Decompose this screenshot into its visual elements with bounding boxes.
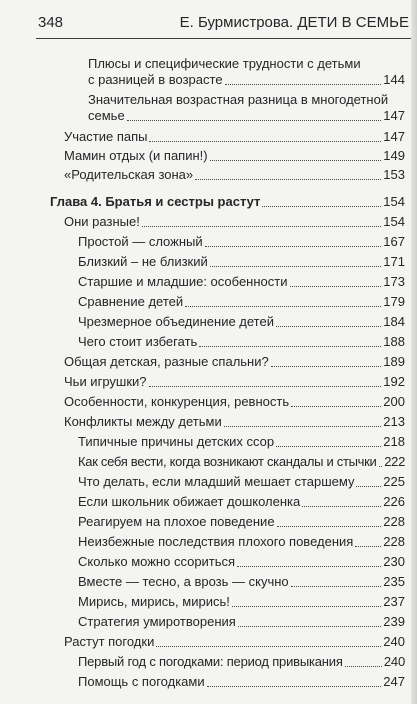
toc-entry-page: 149 bbox=[383, 148, 405, 163]
dot-leader bbox=[149, 385, 382, 387]
toc-entry bbox=[64, 129, 405, 145]
toc-entry-page: 144 bbox=[383, 72, 405, 87]
toc-entry-page: 153 bbox=[383, 167, 405, 182]
toc-entry bbox=[88, 108, 405, 124]
toc-entry-title: Помощь с погодками bbox=[78, 674, 205, 689]
toc-entry-title: Чего стоит избегать bbox=[78, 334, 198, 349]
dot-leader bbox=[262, 205, 381, 207]
dot-leader bbox=[210, 265, 382, 267]
toc-entry-title: Мамин отдых (и папин!) bbox=[64, 148, 208, 163]
toc-entry-page: 171 bbox=[383, 254, 405, 269]
toc-entry-title: Простой — сложный bbox=[78, 234, 203, 249]
dot-leader bbox=[225, 83, 382, 85]
toc-entry-page: 237 bbox=[383, 594, 405, 609]
dot-leader bbox=[356, 485, 381, 487]
toc-entry-page: 173 bbox=[383, 274, 405, 289]
toc-entry-title: Чрезмерное объединение детей bbox=[78, 314, 274, 329]
toc-entry-page: 184 bbox=[383, 314, 405, 329]
toc-entry-title: Типичные причины детских ссор bbox=[78, 434, 275, 449]
toc-entry-title: Вместе — тесно, а врозь — скучно bbox=[78, 574, 289, 589]
toc-entry-title: Реагируем на плохое поведение bbox=[78, 514, 275, 529]
dot-leader bbox=[195, 178, 381, 180]
page-number: 348 bbox=[38, 14, 64, 31]
dot-leader bbox=[142, 225, 381, 227]
toc-entry-title: Конфликты между детьми bbox=[64, 414, 222, 429]
toc-entry-title: Как себя вести, когда возникают скандалы и стычки bbox=[78, 454, 377, 469]
toc-entry bbox=[78, 594, 405, 610]
toc-entry bbox=[78, 534, 405, 550]
toc-entry bbox=[64, 394, 405, 410]
toc-entry-line: Плюсы и специфические трудности с детьми bbox=[88, 56, 361, 71]
toc-entry bbox=[64, 374, 405, 390]
toc-entry-page: 228 bbox=[383, 514, 405, 529]
toc-entry bbox=[78, 554, 405, 570]
toc-entry-title: Глава 4. Братья и сестры растут bbox=[50, 194, 261, 209]
toc-entry-page: 225 bbox=[383, 474, 405, 489]
toc-entry bbox=[64, 167, 405, 183]
toc-entry-page: 230 bbox=[383, 554, 405, 569]
toc-entry-page: 200 bbox=[383, 394, 405, 409]
toc-entry bbox=[78, 254, 405, 270]
header-divider bbox=[36, 38, 417, 39]
toc-entry-title: Если школьник обижает дошколенка bbox=[78, 494, 301, 509]
toc-entry bbox=[64, 634, 405, 650]
toc-entry bbox=[78, 574, 405, 590]
toc-entry-page: 213 bbox=[383, 414, 405, 429]
toc-entry bbox=[78, 434, 405, 450]
toc-entry-page: 189 bbox=[383, 354, 405, 369]
toc-entry bbox=[64, 354, 405, 370]
toc-entry-title: Сравнение детей bbox=[78, 294, 184, 309]
toc-entry bbox=[64, 148, 405, 164]
toc-entry bbox=[78, 294, 405, 310]
toc-entry-page: 147 bbox=[383, 129, 405, 144]
toc-entry-page: 154 bbox=[383, 194, 405, 209]
toc-entry-title: Они разные! bbox=[64, 214, 140, 229]
toc-entry-page: 218 bbox=[383, 434, 405, 449]
toc-entry-title: семье bbox=[88, 108, 125, 123]
dot-leader bbox=[237, 565, 381, 567]
toc-entry bbox=[78, 514, 405, 530]
toc-entry-title: Неизбежные последствия плохого поведения bbox=[78, 534, 354, 549]
dot-leader bbox=[185, 305, 381, 307]
toc-entry-page: 235 bbox=[383, 574, 405, 589]
toc-entry-title: Сколько можно ссориться bbox=[78, 554, 236, 569]
dot-leader bbox=[291, 405, 381, 407]
toc-entry-title: Чьи игрушки? bbox=[64, 374, 147, 389]
toc-entry bbox=[78, 614, 405, 630]
dot-leader bbox=[199, 345, 381, 347]
dot-leader bbox=[379, 465, 383, 467]
toc-entry-page: 239 bbox=[383, 614, 405, 629]
toc-entry bbox=[64, 214, 405, 230]
dot-leader bbox=[127, 119, 382, 121]
dot-leader bbox=[302, 505, 381, 507]
page-edge-shadow bbox=[411, 0, 417, 704]
dot-leader bbox=[290, 285, 382, 287]
toc-entry-page: 240 bbox=[383, 634, 405, 649]
toc-entry bbox=[78, 334, 405, 350]
toc-entry bbox=[78, 454, 405, 470]
dot-leader bbox=[224, 425, 382, 427]
toc-entry-title: Мирись, мирись, мирись! bbox=[78, 594, 230, 609]
toc-entry bbox=[78, 474, 405, 490]
toc-entry-page: 154 bbox=[383, 214, 405, 229]
toc-entry bbox=[78, 274, 405, 290]
toc-chapter-heading bbox=[50, 194, 405, 210]
toc-entry-page: 240 bbox=[383, 654, 405, 669]
dot-leader bbox=[156, 645, 381, 647]
toc-entry-page: 247 bbox=[383, 674, 405, 689]
toc-entry bbox=[78, 674, 405, 690]
toc-entry bbox=[78, 314, 405, 330]
toc-entry bbox=[78, 234, 405, 250]
toc-entry-title: Старшие и младшие: особенности bbox=[78, 274, 288, 289]
toc-entry-title: Особенности, конкуренция, ревность bbox=[64, 394, 290, 409]
toc-entry-title: Первый год с погодками: период привыкания bbox=[78, 654, 343, 669]
dot-leader bbox=[232, 605, 381, 607]
toc-entry-page: 222 bbox=[384, 454, 405, 469]
toc-entry-page: 226 bbox=[383, 494, 405, 509]
dot-leader bbox=[345, 665, 382, 667]
toc-entry bbox=[64, 414, 405, 430]
dot-leader bbox=[291, 585, 382, 587]
toc-entry-page: 228 bbox=[383, 534, 405, 549]
toc-entry-page: 188 bbox=[383, 334, 405, 349]
toc-entry-title: Участие папы bbox=[64, 129, 148, 144]
running-title: Е. Бурмистрова. ДЕТИ В СЕМЬЕ bbox=[179, 14, 409, 31]
toc-entry-title: Что делать, если младший мешает старшему bbox=[78, 474, 355, 489]
dot-leader bbox=[149, 140, 381, 142]
toc-entry-title: Общая детская, разные спальни? bbox=[64, 354, 269, 369]
toc-entry-title: Стратегия умиротворения bbox=[78, 614, 236, 629]
dot-leader bbox=[238, 625, 381, 627]
toc-entry-page: 179 bbox=[383, 294, 405, 309]
running-header bbox=[38, 14, 409, 36]
dot-leader bbox=[207, 685, 382, 687]
toc-entry-page: 167 bbox=[383, 234, 405, 249]
dot-leader bbox=[277, 525, 382, 527]
toc-entry bbox=[88, 72, 405, 88]
toc-entry bbox=[78, 654, 405, 670]
dot-leader bbox=[271, 365, 382, 367]
toc-entry-title: «Родительская зона» bbox=[64, 167, 194, 182]
dot-leader bbox=[355, 545, 381, 547]
dot-leader bbox=[276, 325, 381, 327]
toc-entry-title: Растут погодки bbox=[64, 634, 155, 649]
toc-entry-page: 147 bbox=[383, 108, 405, 123]
dot-leader bbox=[276, 445, 381, 447]
toc-entry-title: с разницей в возрасте bbox=[88, 72, 223, 87]
toc-entry-line: Значительная возрастная разница в многодетной bbox=[88, 92, 389, 107]
dot-leader bbox=[210, 159, 382, 161]
toc-entry bbox=[78, 494, 405, 510]
dot-leader bbox=[205, 245, 382, 247]
toc-entry-title: Близкий – не близкий bbox=[78, 254, 208, 269]
toc-entry-page: 192 bbox=[383, 374, 405, 389]
